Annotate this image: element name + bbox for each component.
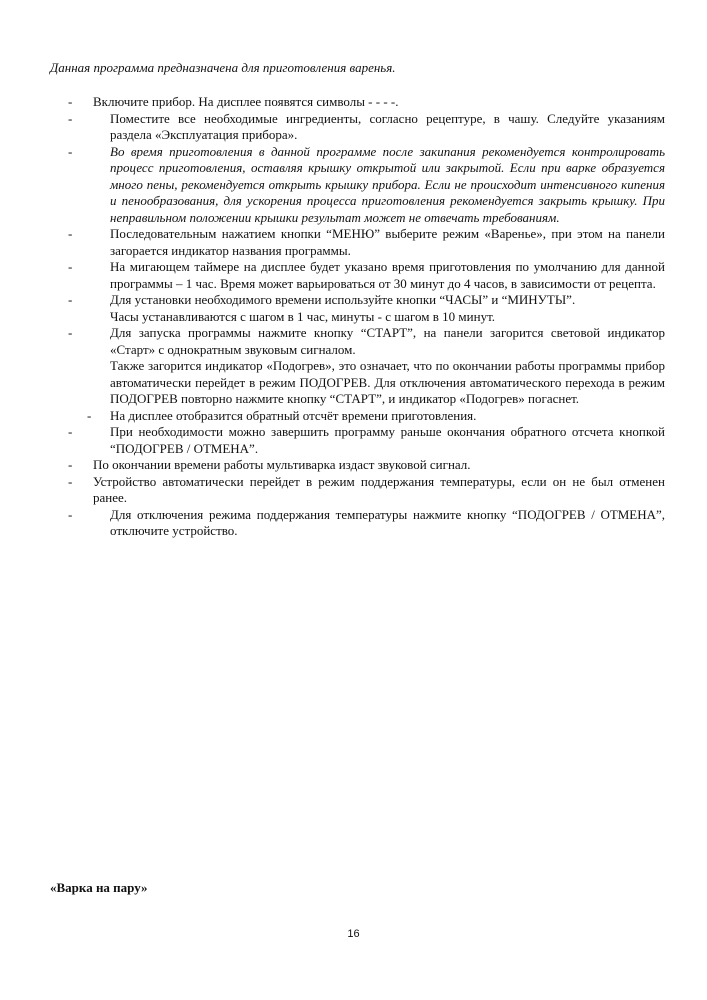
list-item-text: При необходимости можно завершить программу раньше окончания обратного отсчета кнопкой “ПОДОГРЕВ / ОТМЕНА”. [110,424,665,456]
list-item-text: Поместите все необходимые ингредиенты, согласно рецептуре, в чашу. Следуйте указаниям раздела «Эксплуатация прибора». [110,110,665,142]
list-item [68,474,665,507]
bullet-dash: - [68,259,73,274]
page-number: 16 [347,928,360,940]
list-item [68,292,665,309]
list-item-text: Для установки необходимого времени используйте кнопки “ЧАСЫ” и “МИНУТЫ”. [110,292,576,307]
list-item-text: На дисплее отобразится обратный отсчёт времени приготовления. [110,407,477,423]
bullet-dash: - [68,506,73,522]
list-item [68,408,665,425]
bullet-dash: - [68,424,73,439]
list-item-text: На мигающем таймере на дисплее будет указано время приготовления по умолчанию для данной программы – 1 час. Время может варьироваться от 30 минут до 4 часов, в зависимости от рецепта. [110,259,665,291]
list-item-text: Для отключения режима поддержания температуры нажмите кнопку “ПОДОГРЕВ / ОТМЕНА”, отключите устройство. [110,506,665,538]
bullet-dash: - [68,226,73,241]
bullet-dash: - [68,94,73,109]
bullet-dash: - [68,473,73,489]
intro-text: Данная программа предназначена для приготовления варенья. [50,60,396,75]
list-item-text: По окончании времени работы мультиварка издаст звуковой сигнал. [93,457,471,472]
instruction-list [68,94,665,540]
continuation-text: Также загорится индикатор «Подогрев», это означает, что по окончании работы программы прибор автоматически перейдет в режим ПОДОГРЕВ. Для отключения автоматического перехода в режим ПОДОГРЕВ повторно нажмите кнопку “СТАРТ”, и индикатор «Подогрев» погаснет. [110,358,665,406]
continuation-text: Часы устанавливаются с шагом в 1 час, минуты - с шагом в 10 минут. [110,308,496,324]
bullet-dash: - [68,325,73,340]
list-item-text: Последовательным нажатием кнопки “МЕНЮ” выберите режим «Варенье», при этом на панели загорается индикатор названия программы. [110,226,665,258]
list-item [68,226,665,259]
list-item [68,507,665,540]
list-item-text: Для запуска программы нажмите кнопку “СТАРТ”, на панели загорится световой индикатор «Старт» с однократным звуковым сигналом. [110,325,665,357]
list-item-text: Устройство автоматически перейдет в режим поддержания температуры, если он не был отменен ранее. [93,473,665,505]
bullet-dash: - [68,110,73,126]
list-item [68,144,665,227]
list-item [68,94,665,111]
list-item [68,424,665,457]
list-item [68,325,665,358]
section-heading: «Варка на пару» [50,880,148,895]
list-item [68,111,665,144]
bullet-dash: - [68,143,73,159]
bullet-dash: - [87,407,92,423]
list-item [68,259,665,292]
list-item-text: Во время приготовления в данной программе после закипания рекомендуется контролировать процесс приготовления, оставляя крышку открытой или закрытой. Если при варке образуется много пены, рекомендуется открыть крышку прибора. Если не происходит интенсивного кипения и пенообразования, для ускорения процесса приготовления рекомендуется закрыть крышку. При неправильном положении крышки результат может не отвечать требованиям. [110,143,665,225]
list-item [68,457,665,474]
bullet-dash: - [68,457,73,472]
list-item-text: Включите прибор. На дисплее появятся символы - - - -. [93,94,399,109]
bullet-dash: - [68,292,73,307]
